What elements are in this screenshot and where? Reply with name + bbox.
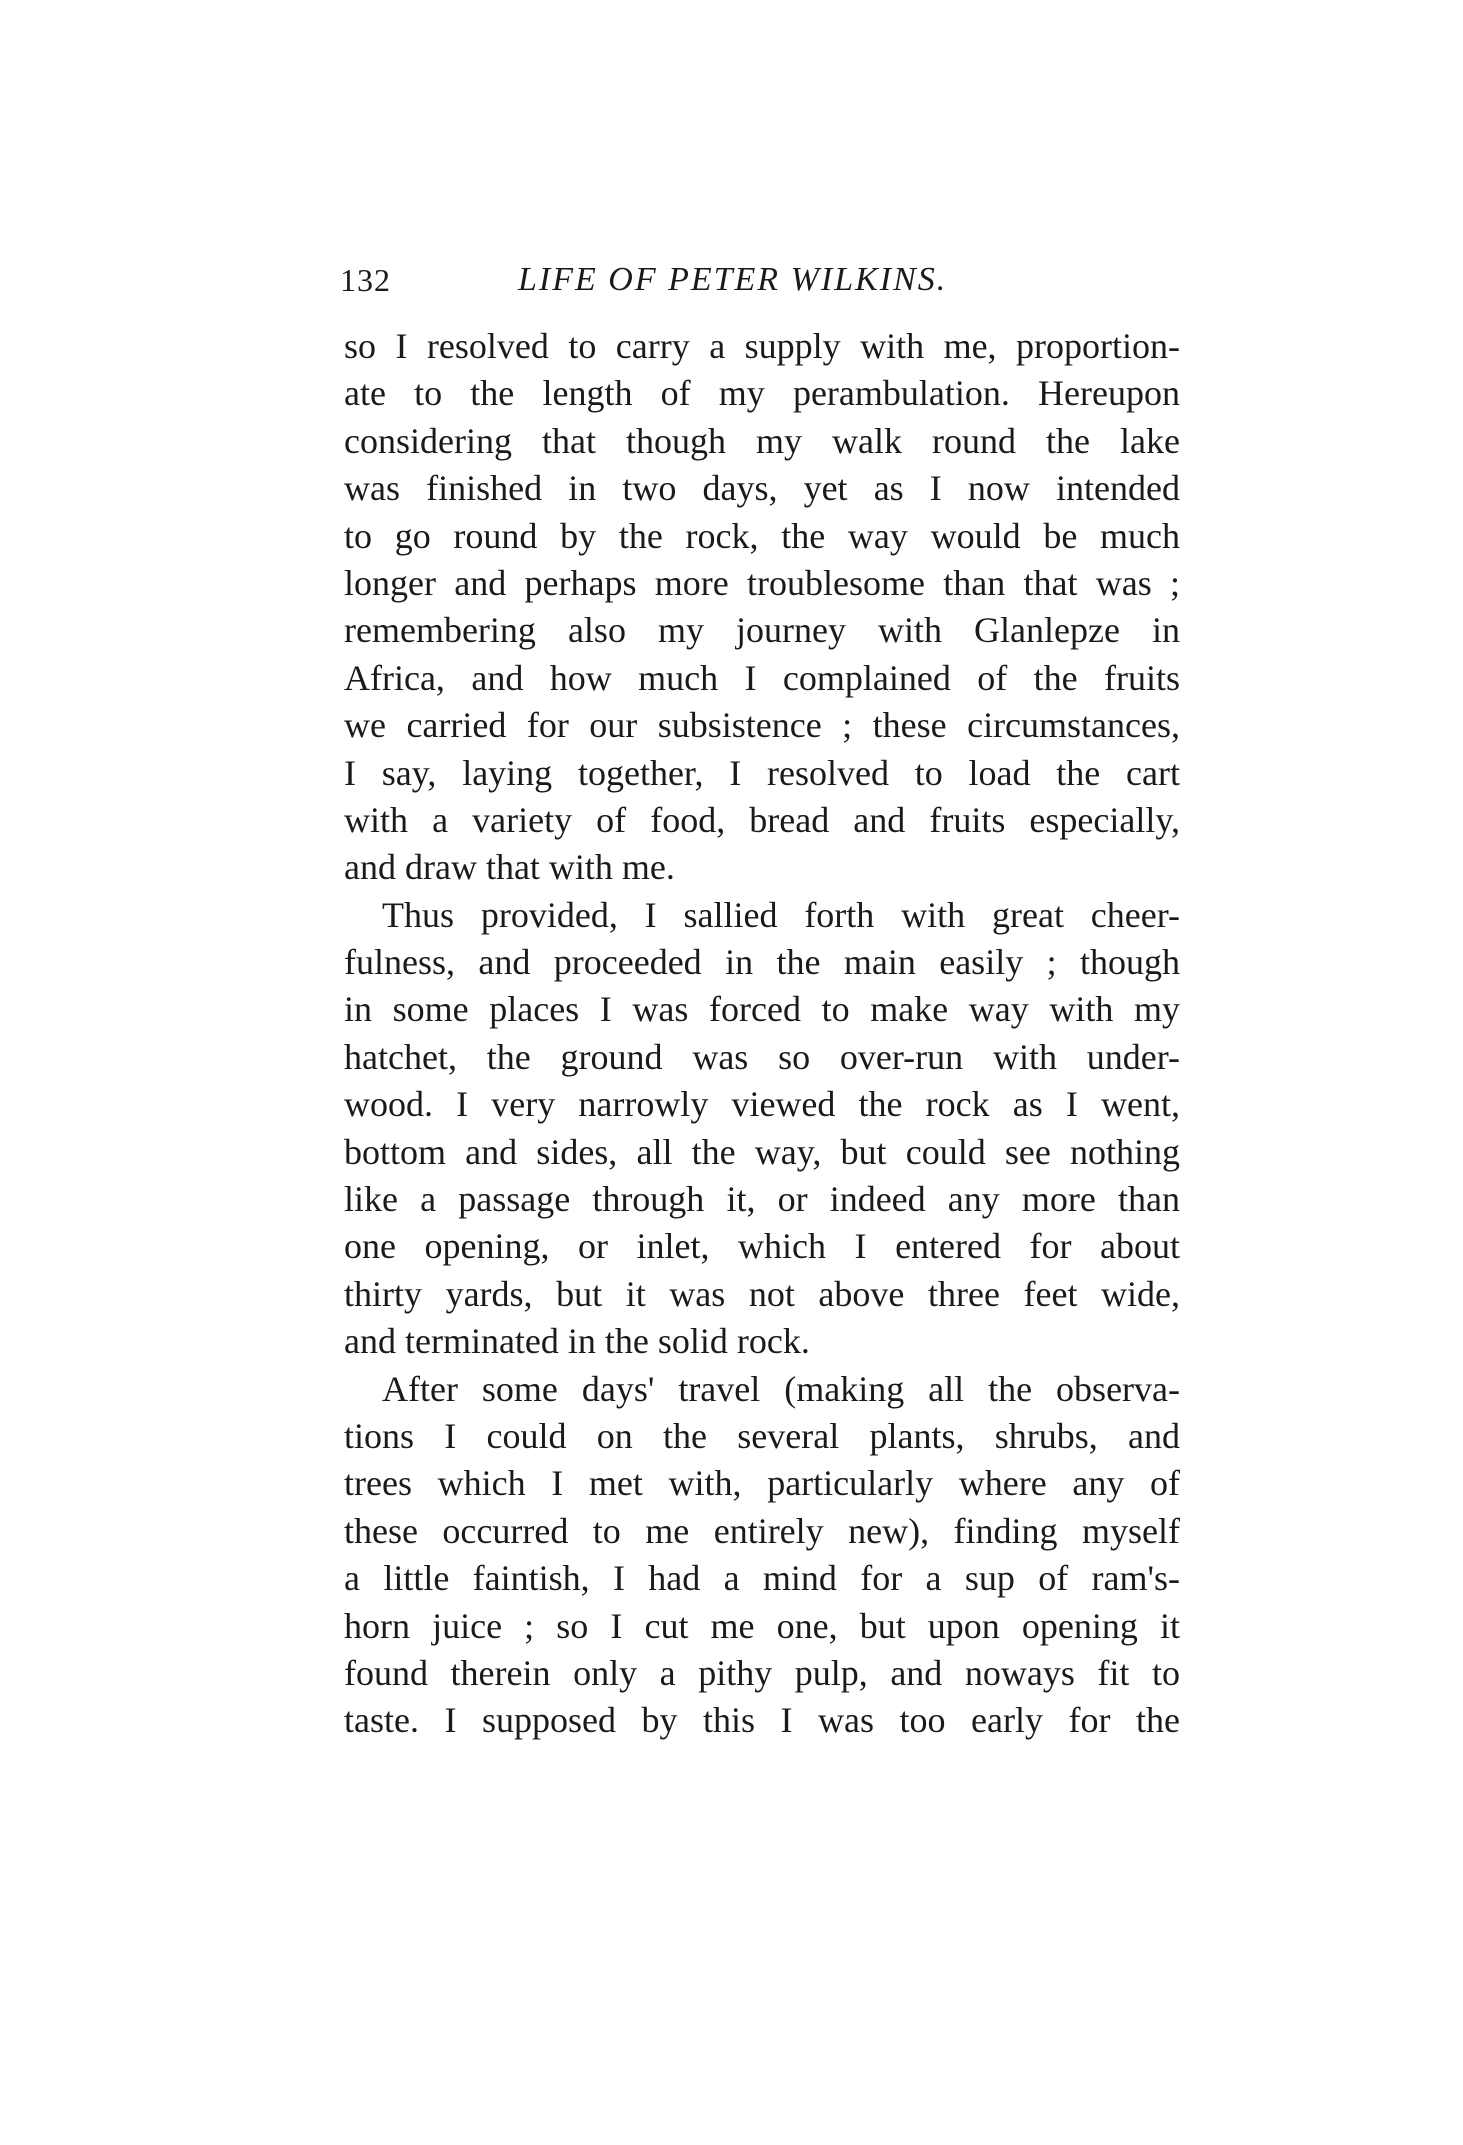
text-line: taste. I supposed by this I was too early for the: [344, 1700, 1180, 1741]
text-line: tions I could on the several plants, shrubs, and: [344, 1415, 1180, 1456]
text-line: like a passage through it, or indeed any more than: [344, 1179, 1180, 1220]
text-line: ate to the length of my perambulation. Hereupon: [344, 373, 1180, 414]
body-text: [344, 323, 1180, 1745]
running-head: [340, 250, 1180, 310]
text-line: bottom and sides, all the way, but could see nothing: [344, 1131, 1180, 1172]
page-number: 132: [340, 262, 391, 298]
text-line: and terminated in the solid rock.: [344, 1321, 810, 1362]
text-line: remembering also my journey with Glanlepze in: [344, 610, 1180, 651]
text-line: was finished in two days, yet as I now intended: [344, 468, 1180, 509]
text-line: these occurred to me entirely new), finding myself: [344, 1510, 1180, 1551]
text-line: Thus provided, I sallied forth with great cheer-: [382, 894, 1180, 935]
text-line: with a variety of food, bread and fruits especially,: [344, 799, 1180, 840]
text-line: longer and perhaps more troublesome than that was ;: [344, 562, 1180, 603]
running-title: LIFE OF PETER WILKINS.: [518, 261, 948, 298]
text-line: hatchet, the ground was so over-run with under-: [344, 1036, 1180, 1077]
text-line: horn juice ; so I cut me one, but upon opening it: [344, 1605, 1180, 1646]
text-line: Africa, and how much I complained of the fruits: [344, 657, 1180, 698]
text-line: one opening, or inlet, which I entered for about: [344, 1226, 1180, 1267]
text-line: found therein only a pithy pulp, and noways fit to: [344, 1652, 1180, 1693]
text-line: After some days' travel (making all the observa-: [382, 1368, 1180, 1409]
text-line: so I resolved to carry a supply with me, proportion-: [344, 326, 1180, 366]
text-line: fulness, and proceeded in the main easily ; though: [344, 942, 1180, 983]
text-line: and draw that with me.: [344, 847, 675, 888]
text-line: wood. I very narrowly viewed the rock as I went,: [344, 1084, 1180, 1125]
text-line: thirty yards, but it was not above three feet wide,: [344, 1273, 1180, 1314]
text-line: trees which I met with, particularly where any of: [344, 1463, 1180, 1504]
text-line: in some places I was forced to make way with my: [344, 989, 1180, 1030]
text-line: to go round by the rock, the way would be much: [344, 515, 1180, 556]
text-line: I say, laying together, I resolved to load the cart: [344, 752, 1180, 793]
text-line: we carried for our subsistence ; these circumstances,: [344, 705, 1180, 746]
text-line: considering that though my walk round the lake: [344, 420, 1180, 461]
text-line: a little faintish, I had a mind for a sup of ram's-: [344, 1558, 1180, 1599]
